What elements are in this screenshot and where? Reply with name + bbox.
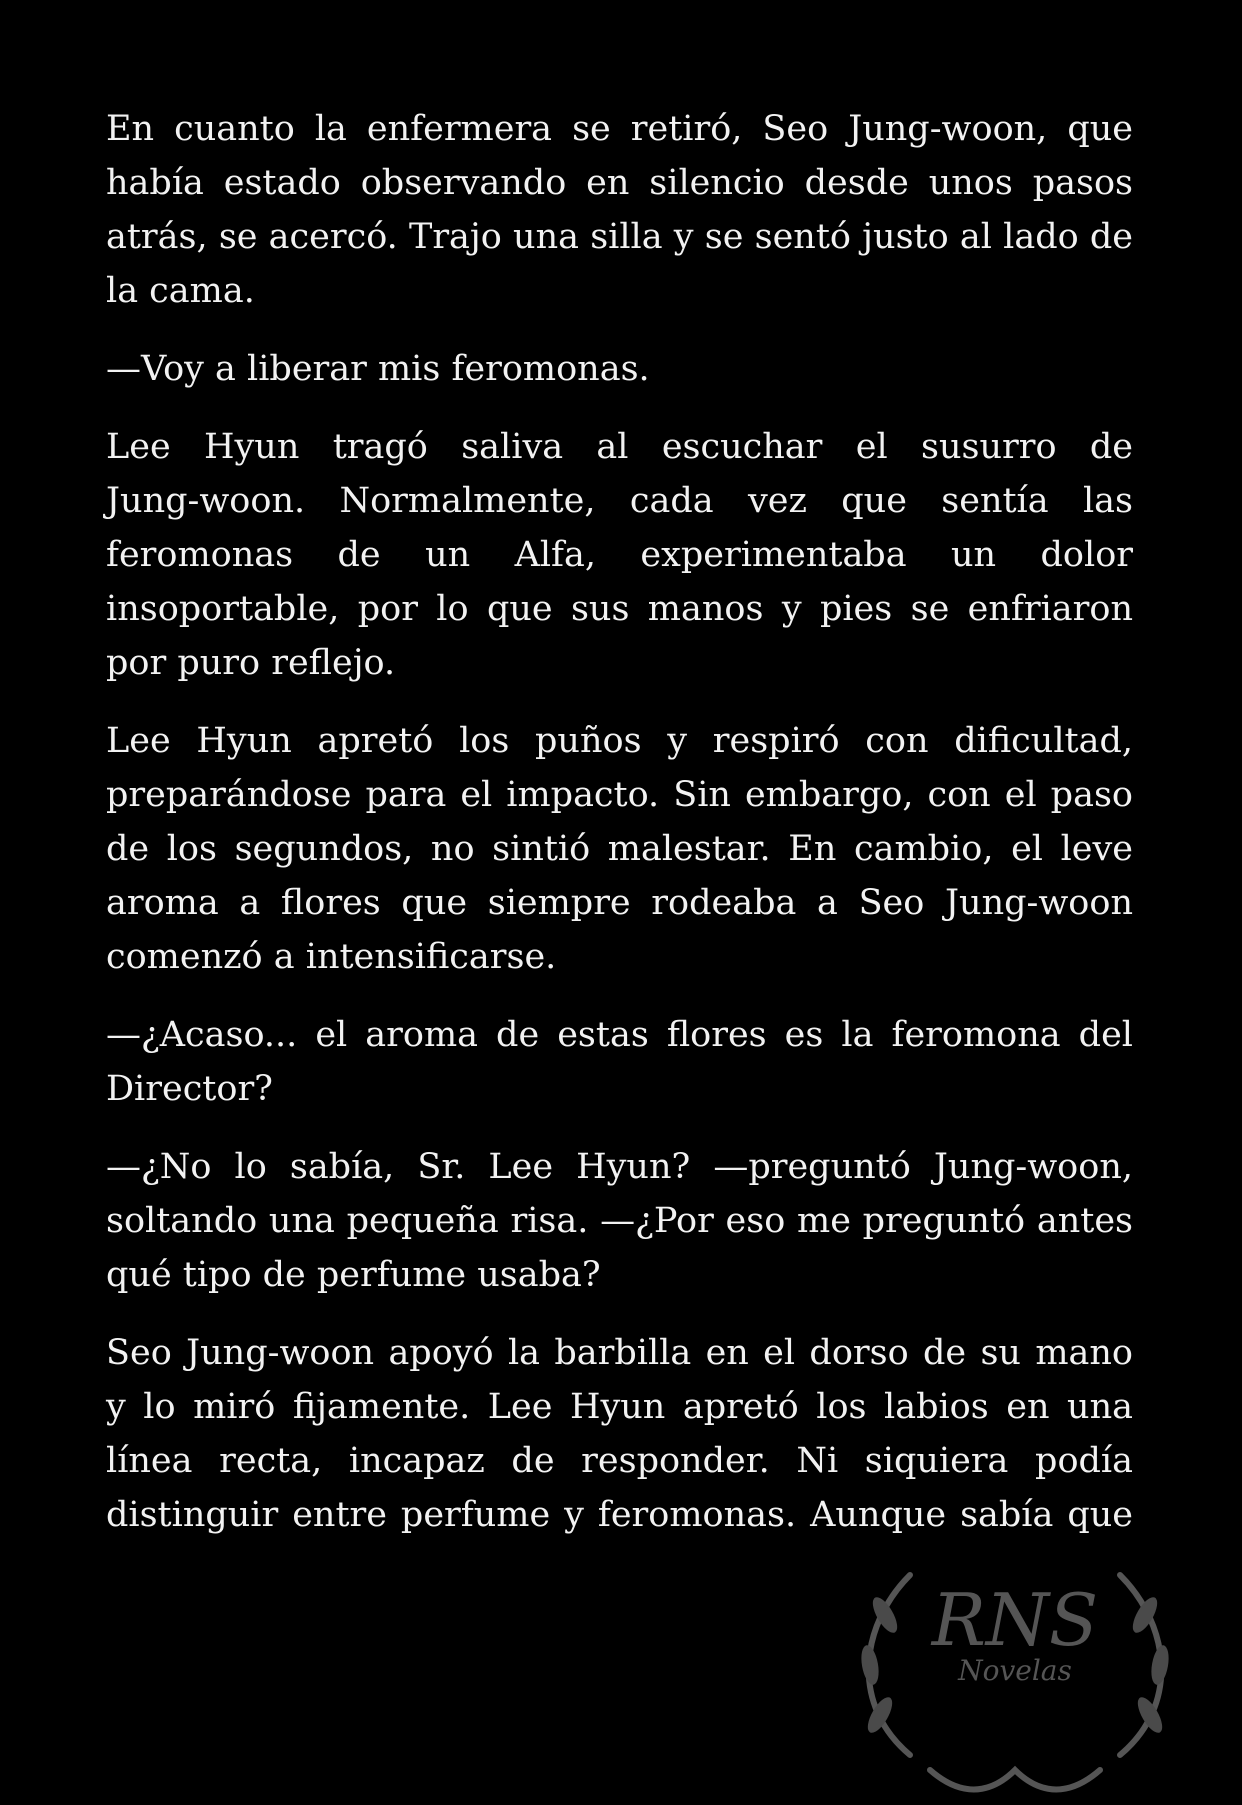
text-line: había estado observando en silencio desde unos pasos [106, 163, 1133, 203]
text-line: aroma a flores que siempre rodeaba a Seo Jung-woon [106, 883, 1133, 923]
paragraph [106, 1140, 1133, 1302]
rns-novelas-watermark-logo [840, 1555, 1190, 1805]
text-line: Jung-woon. Normalmente, cada vez que sentía las [106, 481, 1133, 521]
paragraph [106, 1326, 1133, 1542]
text-line: —Voy a liberar mis feromonas. [106, 349, 650, 389]
paragraph [106, 102, 1133, 318]
text-line: de los segundos, no sintió malestar. En cambio, el leve [106, 829, 1133, 869]
text-line: y lo miró fijamente. Lee Hyun apretó los labios en una [106, 1387, 1133, 1427]
text-line: insoportable, por lo que sus manos y pies se enfriaron [106, 589, 1133, 629]
text-line: —¿No lo sabía, Sr. Lee Hyun? —preguntó Jung-woon, [106, 1147, 1133, 1187]
text-line: Lee Hyun apretó los puños y respiró con dificultad, [106, 721, 1133, 761]
text-line: por puro reflejo. [106, 643, 396, 683]
text-line: Seo Jung-woon apoyó la barbilla en el dorso de su mano [106, 1333, 1133, 1373]
watermark-sub-text: Novelas [958, 1654, 1072, 1687]
text-line: Director? [106, 1069, 273, 1109]
text-line: línea recta, incapaz de responder. Ni siquiera podía [106, 1441, 1133, 1481]
text-line: —¿Acaso... el aroma de estas flores es la feromona del [106, 1015, 1133, 1055]
text-line: En cuanto la enfermera se retiró, Seo Jung-woon, que [106, 109, 1133, 149]
text-line: distinguir entre perfume y feromonas. Aunque sabía que [106, 1495, 1133, 1535]
watermark-logo-text: RNS [931, 1578, 1099, 1662]
paragraph [106, 714, 1133, 984]
text-line: comenzó a intensificarse. [106, 937, 557, 977]
text-line: la cama. [106, 271, 255, 311]
novel-page-text [106, 102, 1133, 1566]
paragraph [106, 1008, 1133, 1116]
text-line: Lee Hyun tragó saliva al escuchar el susurro de [106, 427, 1133, 467]
text-line: soltando una pequeña risa. —¿Por eso me preguntó antes [106, 1201, 1133, 1241]
text-line: preparándose para el impacto. Sin embargo, con el paso [106, 775, 1133, 815]
text-line: atrás, se acercó. Trajo una silla y se sentó justo al lado de [106, 217, 1133, 257]
text-line: qué tipo de perfume usaba? [106, 1255, 601, 1295]
paragraph [106, 420, 1133, 690]
text-line: feromonas de un Alfa, experimentaba un dolor [106, 535, 1133, 575]
paragraph [106, 342, 1133, 396]
